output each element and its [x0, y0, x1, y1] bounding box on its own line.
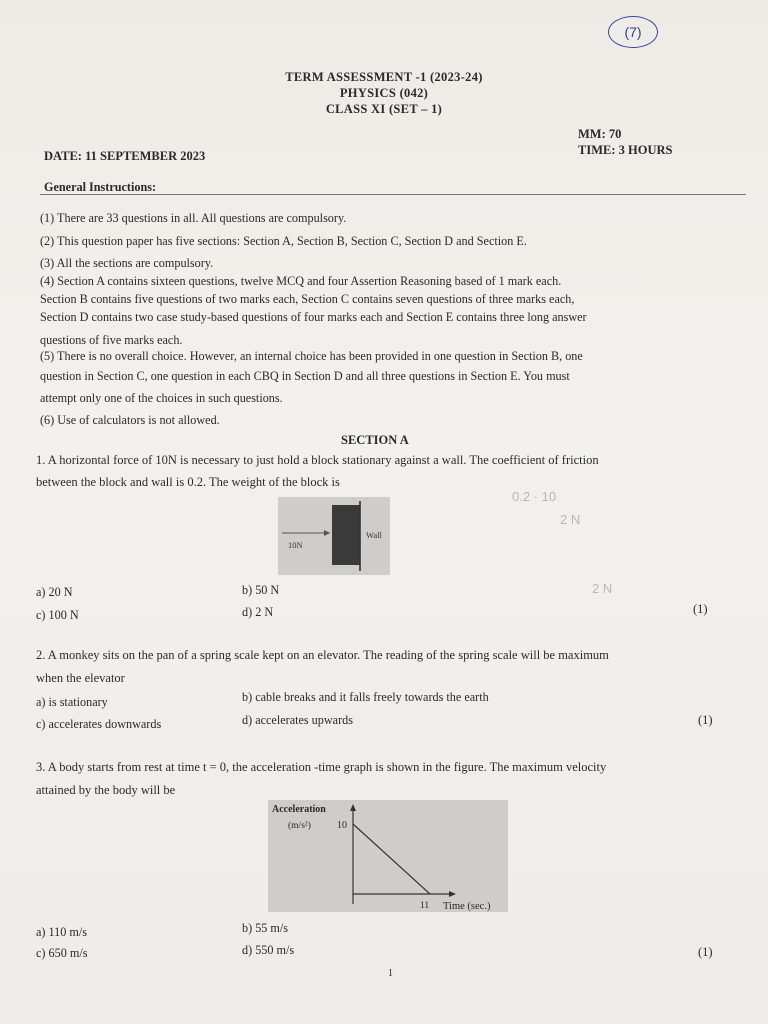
subject: PHYSICS (042): [339, 86, 429, 100]
instruction-6: (6) Use of calculators is not allowed.: [40, 413, 220, 427]
question-1-text: 1. A horizontal force of 10N is necessary to just hold a block stationary against a wall. The coefficient of friction: [36, 453, 599, 467]
section-heading: SECTION A: [341, 433, 409, 447]
acceleration-time-graph: [268, 800, 508, 912]
question-3-option-b: b) 55 m/s: [242, 921, 289, 935]
force-label: 10N: [288, 540, 303, 550]
y-value-label: 10: [337, 820, 347, 831]
question-3-option-c: c) 650 m/s: [36, 946, 88, 960]
time-allowed: TIME: 3 HOURS: [578, 143, 673, 157]
question-1-option-b: b) 50 N: [242, 583, 280, 597]
question-2-option-a: a) is stationary: [36, 695, 108, 709]
question-2-text: 2. A monkey sits on the pan of a spring scale kept on an elevator. The reading of the spring scale will be maximum: [36, 648, 609, 662]
page-number: 1: [388, 968, 393, 979]
block-shape: [332, 505, 360, 565]
question-1-option-d: d) 2 N: [242, 605, 274, 619]
question-2-option-d: d) accelerates upwards: [242, 713, 353, 727]
circled-page-number: (7): [608, 16, 658, 48]
pencil-note-1: 0.2 · 10: [512, 489, 557, 504]
question-2-text-line-2: when the elevator: [36, 671, 125, 685]
general-instructions-heading: General Instructions:: [44, 180, 157, 194]
x-axis-arrow: [449, 891, 456, 897]
instruction-5-line-3: attempt only one of the choices in such questions.: [40, 391, 283, 405]
acceleration-line: [353, 824, 430, 894]
question-3-marks: (1): [698, 945, 713, 959]
block-wall-diagram: [278, 497, 390, 575]
wall-label: Wall: [366, 530, 382, 540]
question-2-option-b: b) cable breaks and it falls freely towards the earth: [242, 690, 489, 704]
question-1-option-c: c) 100 N: [36, 608, 79, 622]
instruction-4-line-3: Section D contains two case study-based questions of four marks each and Section E contains three long answer: [40, 310, 587, 324]
instruction-4-line-2: Section B contains five questions of two marks each, Section C contains seven questions of three marks each,: [40, 292, 575, 306]
instruction-5: (5) There is no overall choice. However, an internal choice has been provided in one question in Section B, one: [40, 349, 583, 363]
x-axis-label: Time (sec.): [443, 901, 491, 912]
instruction-4: (4) Section A contains sixteen questions, twelve MCQ and four Assertion Reasoning based of 1 mark each.: [40, 274, 562, 288]
question-2-option-c: c) accelerates downwards: [36, 717, 162, 731]
divider: [40, 194, 746, 195]
instruction-3: (3) All the sections are compulsory.: [40, 256, 214, 270]
x-value-label: 11: [420, 901, 430, 911]
max-marks: MM: 70: [578, 127, 622, 141]
question-1-marks: (1): [693, 602, 708, 616]
question-2-marks: (1): [698, 713, 713, 727]
instruction-2: (2) This question paper has five sections: Section A, Section B, Section C, Section D and Section E.: [40, 234, 527, 248]
question-3-text: 3. A body starts from rest at time t = 0, the acceleration -time graph is shown in the figure. The maximum velocity: [36, 760, 607, 774]
pencil-note-3: 2 N: [592, 581, 613, 596]
y-axis-label: Acceleration: [272, 804, 326, 815]
question-3-option-a: a) 110 m/s: [36, 925, 87, 939]
block-wall-figure: [278, 497, 390, 575]
question-3-option-d: d) 550 m/s: [242, 943, 295, 957]
instruction-1: (1) There are 33 questions in all. All questions are compulsory.: [40, 211, 347, 225]
acceleration-time-figure: [268, 800, 508, 912]
force-arrow-head: [324, 530, 330, 536]
instruction-5-line-2: question in Section C, one question in each CBQ in Section D and all three questions in Section E. You must: [40, 369, 570, 383]
pencil-note-2: 2 N: [560, 512, 581, 527]
question-1-option-a: a) 20 N: [36, 585, 73, 599]
question-1-text-line-2: between the block and wall is 0.2. The weight of the block is: [36, 475, 340, 489]
exam-date: DATE: 11 SEPTEMBER 2023: [44, 149, 206, 163]
question-3-text-line-2: attained by the body will be: [36, 783, 176, 797]
class-set: CLASS XI (SET – 1): [325, 102, 443, 116]
y-axis-arrow: [350, 804, 356, 811]
instruction-4-line-4: questions of five marks each.: [40, 333, 183, 347]
exam-title: TERM ASSESSMENT -1 (2023-24): [285, 70, 483, 84]
y-axis-unit: (m/s²): [288, 821, 311, 831]
